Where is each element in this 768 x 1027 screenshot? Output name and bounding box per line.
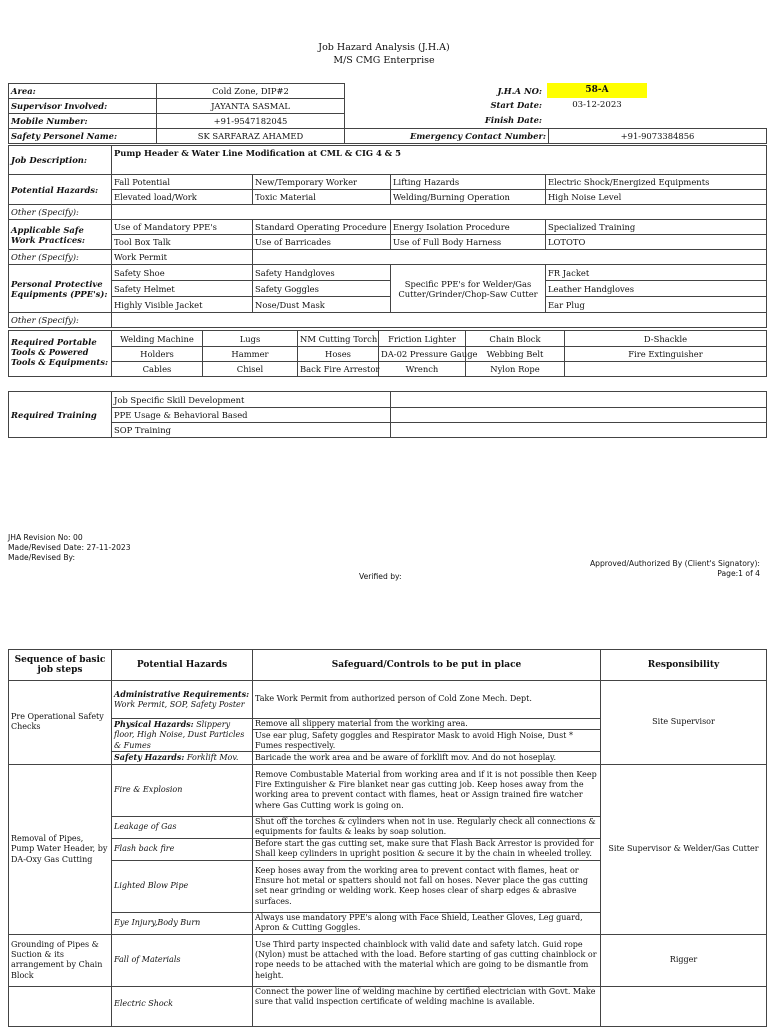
header-left-table [8,83,345,129]
specific-ppe-item: Ear Plug [546,297,767,313]
other-specify-value [112,205,767,220]
ppe-item: Safety Shoe [112,265,253,281]
practice-item: LOTOTO [546,235,767,250]
specific-ppe-item: FR Jacket [546,265,767,281]
safety-row-table [8,128,767,144]
jha-no-label: J.H.A NO: [497,86,542,96]
control-text: Remove Combustable Material from working area and if it is not possible then Keep Fire Extinguisher & Fire blanket near gas cutting job. Keep hoses away from the working area to prevent contact with flames, heat or Assign trained fire watcher where Gas Cutting work is going on. [253,764,601,816]
hazard-item: New/Temporary Worker [253,175,391,190]
ppe-item: Highly Visible Jacket [112,297,253,313]
ppe-item: Safety Handgloves [253,265,391,281]
tool-item: Cables [112,362,203,377]
empty-cell [253,250,767,265]
other-specify-label: Other (Specify): [9,313,112,328]
hazard-item: Lifting Hazards [391,175,546,190]
step-pre-operational: Pre Operational Safety Checks [9,681,112,765]
hazard-text: Fire & Explosion [112,764,253,816]
header-sequence: Sequence of basic job steps [9,650,112,681]
responsibility: Site Supervisor & Welder/Gas Cutter [601,764,767,934]
admin-req-label: Administrative Requirements: [114,688,250,699]
responsibility: Site Supervisor [601,681,767,765]
finish-date-label: Finish Date: [484,115,542,125]
hazard-item: High Noise Level [546,190,767,205]
revised-date: Made/Revised Date: 27-11-2023 [8,543,131,552]
hazard-text: Lighted Blow Pipe [112,860,253,912]
specific-ppe-label: Specific PPE's for Welder/Gas Cutter/Grinder/Chop-Saw Cutter [391,265,546,313]
jha-no-value: 58-A [547,83,647,98]
tools-label: Required Portable Tools & Powered Tools & Equipments: [9,331,112,377]
mobile-value: +91-9547182045 [157,114,345,129]
control-text: Shut off the torches & cylinders when not in use. Regularly check all connections & equipments for faults & leaks by soap solution. [253,816,601,838]
other-specify-label: Other (Specify): [9,205,112,220]
revised-by: Made/Revised By: [8,553,76,562]
hazard-item: Fall Potential [112,175,253,190]
required-training-label: Required Training [9,392,112,438]
practice-item: Use of Barricades [253,235,391,250]
control-text: Take Work Permit from authorized person of Cold Zone Mech. Dept. [253,681,601,719]
header-hazards: Potential Hazards [112,650,253,681]
control-text: Keep hoses away from the working area to prevent contact with flames, heat or Ensure hot metal or spatters should not fall on hoses. Never place the gas cutting set near grinding or welding work. Keep hoses clear of sharp edges & abrasive surfaces. [253,860,601,912]
mobile-label: Mobile Number: [9,114,157,129]
practice-item: Use of Mandatory PPE's [112,220,253,235]
start-date-label: Start Date: [490,100,542,110]
control-text: Before start the gas cutting set, make sure that Flash Back Arrestor is provided for Shall keep cylinders in upright position & secure it by the chain in wheeled trolley. [253,838,601,860]
document-title: Job Hazard Analysis (J.H.A) [318,42,450,53]
hazard-item: Elevated load/Work [112,190,253,205]
page-number: Page:1 of 4 [717,569,760,578]
safety-hazards-label: Safety Hazards: [114,752,185,763]
hazard-text: Flash back fire [112,838,253,860]
tool-item: Friction Lighter [379,331,466,347]
tool-item: Lugs [203,331,298,347]
potential-hazards-label: Potential Hazards: [9,175,112,205]
job-steps-table [8,649,767,1027]
header-responsibility: Responsibility [601,650,767,681]
safety-personel-label: Safety Personel Name: [9,129,157,144]
specific-ppe-item: Leather Handgloves [546,281,767,297]
safety-hazards-value: Forklift Mov. [186,753,239,763]
work-permit-item: Work Permit [112,250,253,265]
tool-item: Back Fire Arrestor [298,362,379,377]
header-safeguard: Safeguard/Controls to be put in place [253,650,601,681]
supervisor-label: Supervisor Involved: [9,99,157,114]
hazard-text: Fall of Materials [112,934,253,986]
revision-no: JHA Revision No: 00 [8,533,83,542]
hazard-item: Electric Shock/Energized Equipments [546,175,767,190]
tool-item: Welding Machine [112,331,203,347]
tool-item: Webbing Belt [466,347,565,362]
tool-item: Hoses [298,347,379,362]
tool-item: Chisel [203,362,298,377]
control-text: Use Third party inspected chainblock with valid date and safety latch. Guid rope (Nylon) must be attached with the load. Before starting of gas cutting chainblock or rope needs to be attached with the material which are going to be dismantle from height. [253,934,601,986]
ppe-item: Safety Goggles [253,281,391,297]
safe-work-practices-label: Applicable Safe Work Practices: [9,220,112,250]
admin-req-value: Work Permit, SOP, Safety Poster [114,700,245,709]
tool-item: NM Cutting Torch [298,331,379,347]
company-name: M/S CMG Enterprise [333,55,435,66]
tool-item: Hammer [203,347,298,362]
tool-item [565,362,767,377]
ppe-label: Personal Protective Equipments (PPE's): [9,265,112,313]
step-grounding-of-pipes: Grounding of Pipes & Suction & its arrangement by Chain Block [9,934,112,986]
supervisor-value: JAYANTA SASMAL [157,99,345,114]
responsibility [601,986,767,1026]
empty-cell [391,423,767,438]
tool-item: DA-02 Pressure Gauge [379,347,466,362]
job-details-table [8,145,767,328]
hazard-text: Leakage of Gas [112,816,253,838]
safety-personel-value: SK SARFARAZ AHAMED [157,129,345,144]
approved-by: Approved/Authorized By (Client's Signatory): [589,559,760,568]
emergency-contact-value: +91-9073384856 [549,129,767,144]
ppe-item: Nose/Dust Mask [253,297,391,313]
verified-by: Verified by: [359,572,402,581]
control-text: Remove all slippery material from the working area. [253,719,601,730]
step-next [9,986,112,1026]
other-specify-value [112,313,767,328]
practice-item: Tool Box Talk [112,235,253,250]
tool-item: D-Shackle [565,331,767,347]
training-table [8,391,767,438]
hazard-item: Welding/Burning Operation [391,190,546,205]
training-item: PPE Usage & Behavioral Based [112,408,391,423]
area-value: Cold Zone, DIP#2 [157,84,345,99]
area-label: Area: [9,84,157,99]
start-date-value: 03-12-2023 [572,100,622,110]
hazard-item: Toxic Material [253,190,391,205]
tool-item: Nylon Rope [466,362,565,377]
tool-item: Fire Extinguisher [565,347,767,362]
tool-item: Wrench [379,362,466,377]
practice-item: Use of Full Body Harness [391,235,546,250]
empty-cell [391,392,767,408]
practice-item: Specialized Training [546,220,767,235]
emergency-contact-label: Emergency Contact Number: [345,129,549,144]
tools-table [8,330,767,377]
tool-item: Chain Block [466,331,565,347]
physical-hazards-value: Slippery floor, High Noise, Dust Particles & Fumes [114,720,245,750]
tool-item: Holders [112,347,203,362]
ppe-item: Safety Helmet [112,281,253,297]
hazard-text: Eye Injury,Body Burn [112,912,253,934]
hazard-text: Electric Shock [112,986,253,1026]
control-text: Always use mandatory PPE's along with Face Shield, Leather Gloves, Leg guard, Apron & Cutting Goggles. [253,912,601,934]
practice-item: Energy Isolation Procedure [391,220,546,235]
control-text: Connect the power line of welding machine by certified electrician with Govt. Make sure that valid inspection certificate of welding machine is available. [253,986,601,1026]
training-item: SOP Training [112,423,391,438]
responsibility: Rigger [601,934,767,986]
practice-item: Standard Operating Procedure [253,220,391,235]
job-description-label: Job Description: [9,146,112,175]
job-description-value: Pump Header & Water Line Modification at CML & CIG 4 & 5 [112,146,767,175]
step-removal-of-pipes: Removal of Pipes, Pump Water Header, by DA-Oxy Gas Cutting [9,764,112,934]
control-text: Baricade the work area and be aware of forklift mov. And do not hoseplay. [253,752,601,764]
control-text: Use ear plug, Safety goggles and Respirator Mask to avoid High Noise, Dust * Fumes respectively. [253,730,601,752]
training-item: Job Specific Skill Development [112,392,391,408]
other-specify-label: Other (Specify): [9,250,112,265]
physical-hazards-label: Physical Hazards: [114,719,194,729]
empty-cell [391,408,767,423]
